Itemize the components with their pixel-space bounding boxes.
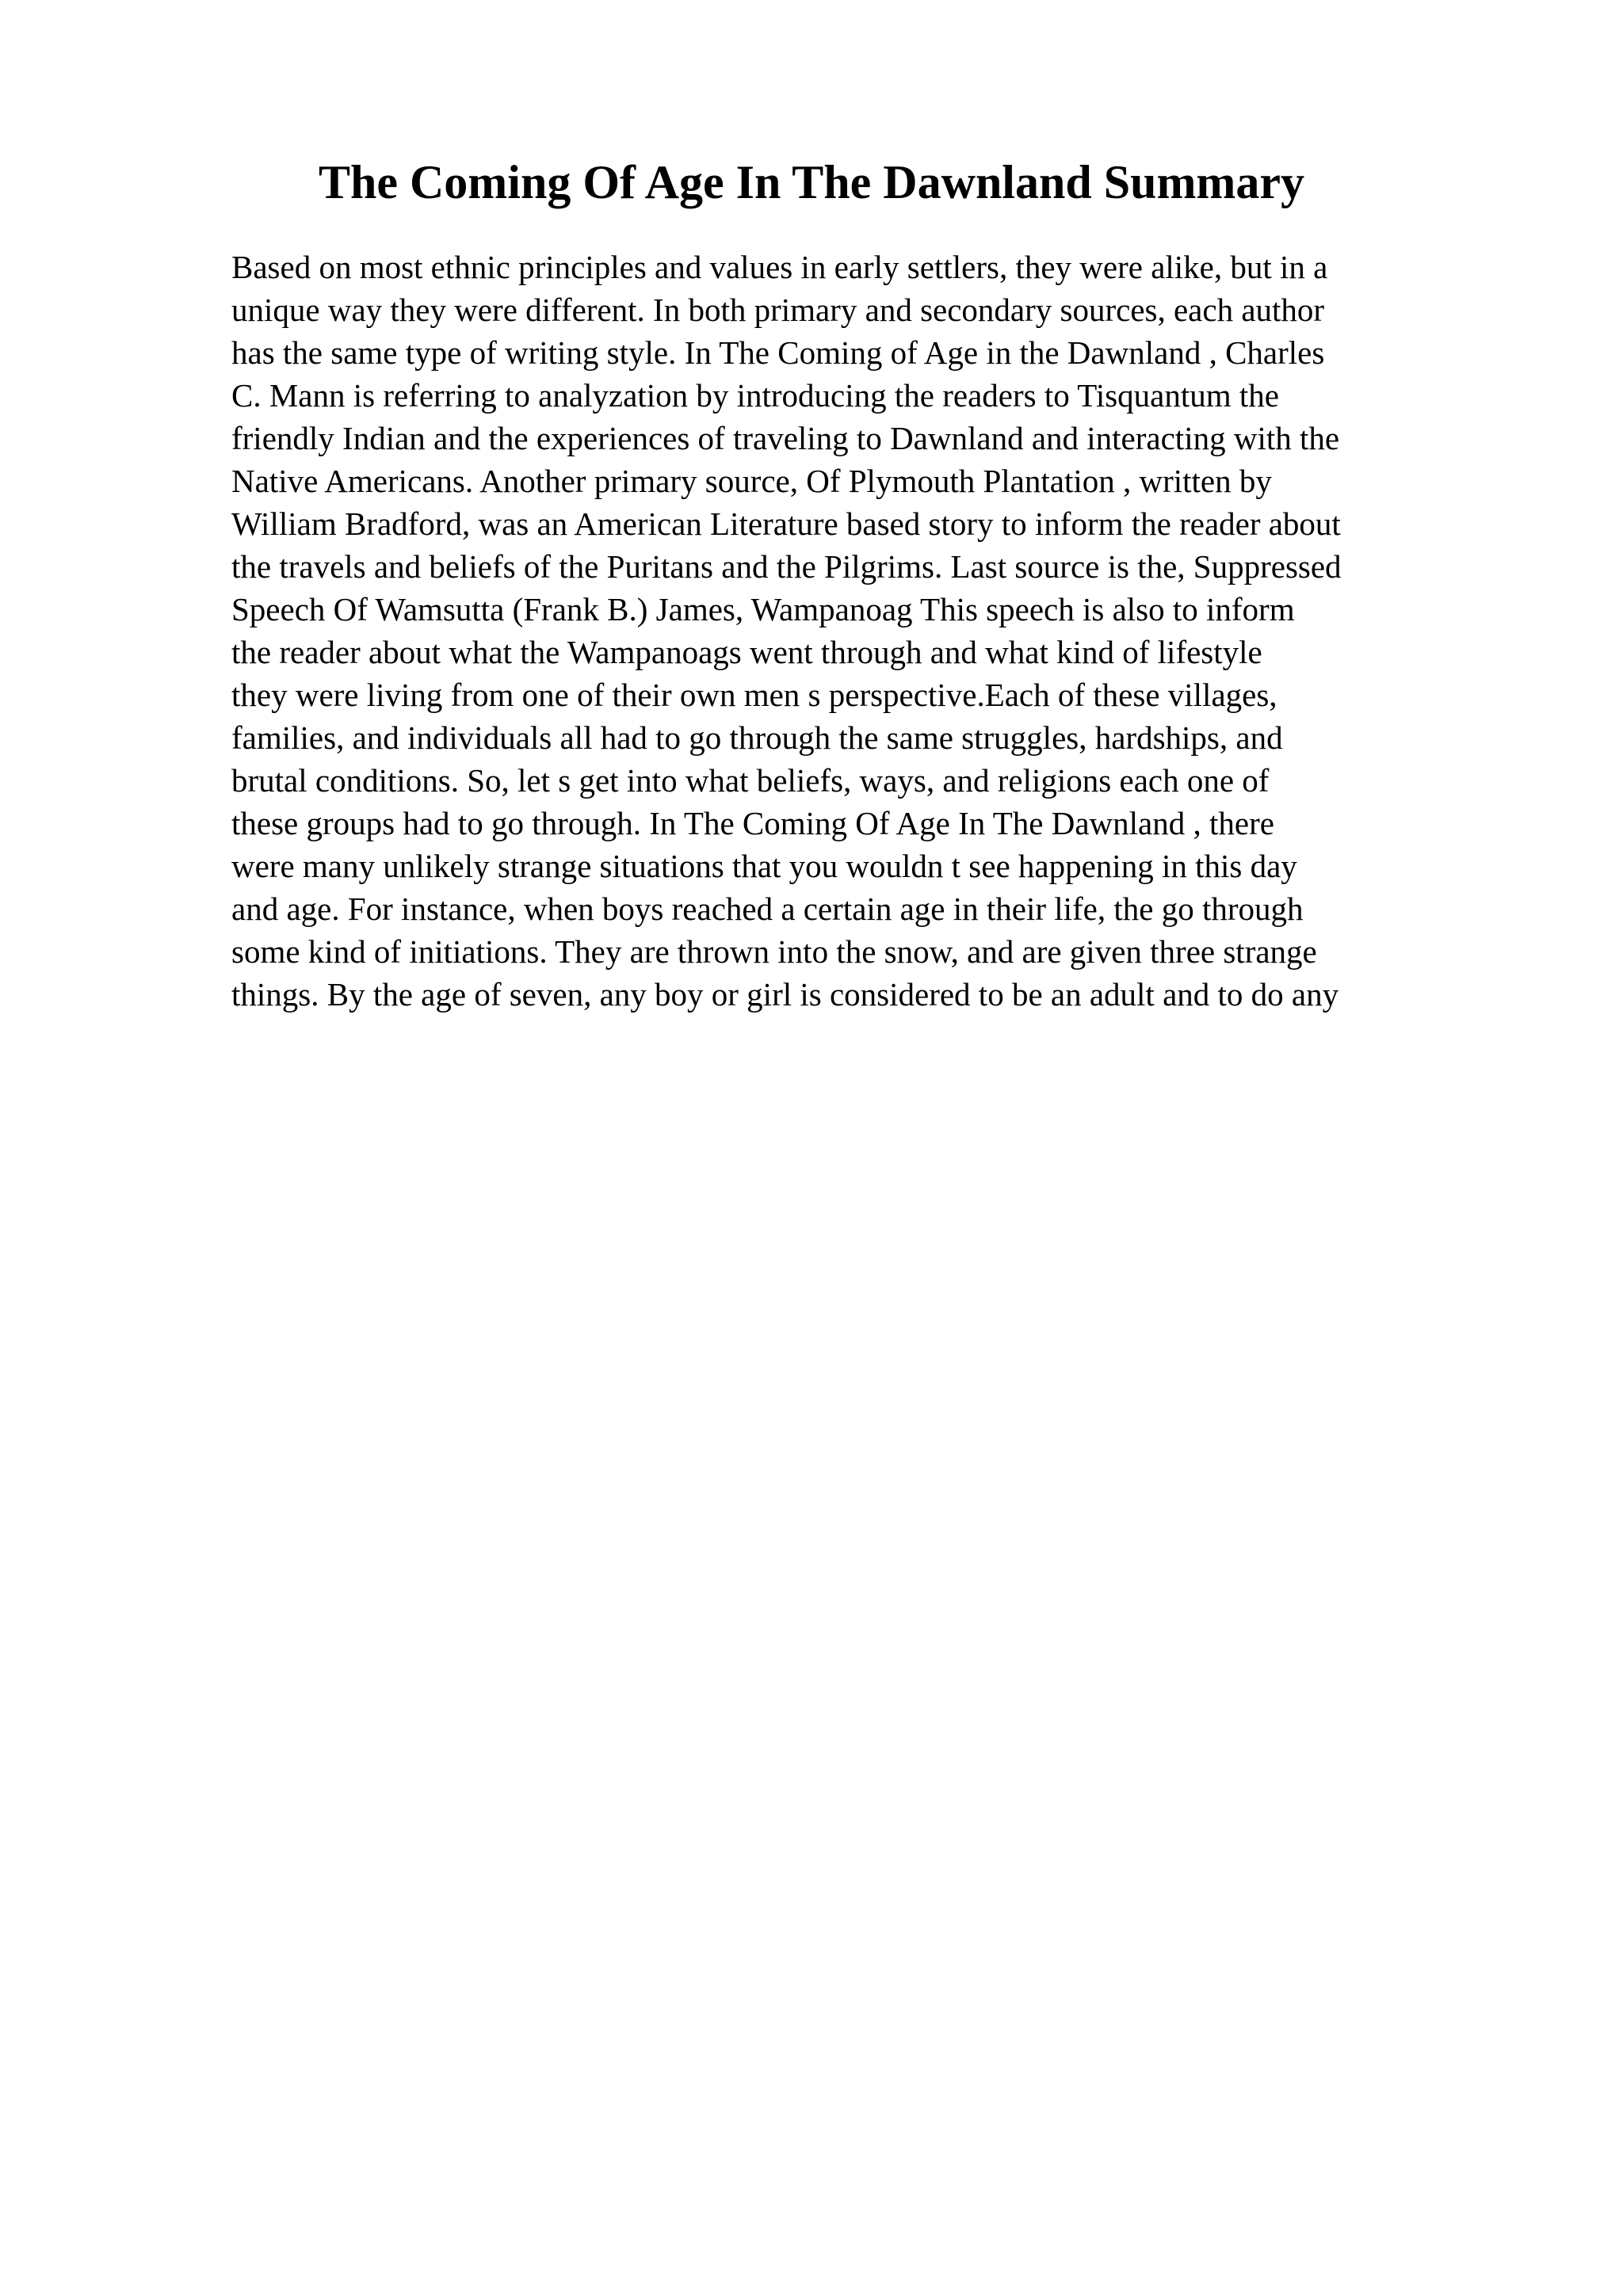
text-line: unique way they were different. In both primary and secondary sources, each author	[231, 292, 1325, 328]
body-paragraph	[231, 246, 1579, 1016]
text-line: has the same type of writing style. In The Coming of Age in the Dawnland , Charles	[231, 334, 1325, 371]
text-line: were many unlikely strange situations that you wouldn t see happening in this day	[231, 848, 1297, 884]
text-line: brutal conditions. So, let s get into what beliefs, ways, and religions each one of	[231, 762, 1270, 799]
text-line: C. Mann is referring to analyzation by introducing the readers to Tisquantum the	[231, 377, 1279, 414]
text-line: things. By the age of seven, any boy or girl is considered to be an adult and to do any	[231, 976, 1339, 1013]
text-line: Based on most ethnic principles and values in early settlers, they were alike, but in a	[231, 249, 1328, 285]
text-line: Native Americans. Another primary source, Of Plymouth Plantation , written by	[231, 463, 1272, 499]
text-line: families, and individuals all had to go through the same struggles, hardships, and	[231, 719, 1283, 756]
text-line: Speech Of Wamsutta (Frank B.) James, Wampanoag This speech is also to inform	[231, 591, 1295, 627]
text-line: they were living from one of their own men s perspective.Each of these villages,	[231, 677, 1277, 713]
text-line: these groups had to go through. In The Coming Of Age In The Dawnland , there	[231, 805, 1274, 841]
text-line: the travels and beliefs of the Puritans and the Pilgrims. Last source is the, Suppressed	[231, 548, 1342, 585]
text-line: the reader about what the Wampanoags went through and what kind of lifestyle	[231, 634, 1262, 670]
text-line: William Bradford, was an American Literature based story to inform the reader about	[231, 505, 1341, 542]
text-line: some kind of initiations. They are thrown into the snow, and are given three strange	[231, 933, 1317, 970]
text-line: friendly Indian and the experiences of traveling to Dawnland and interacting with the	[231, 420, 1340, 456]
page-title: The Coming Of Age In The Dawnland Summary	[318, 156, 1305, 208]
text-line: and age. For instance, when boys reached a certain age in their life, the go through	[231, 891, 1304, 927]
